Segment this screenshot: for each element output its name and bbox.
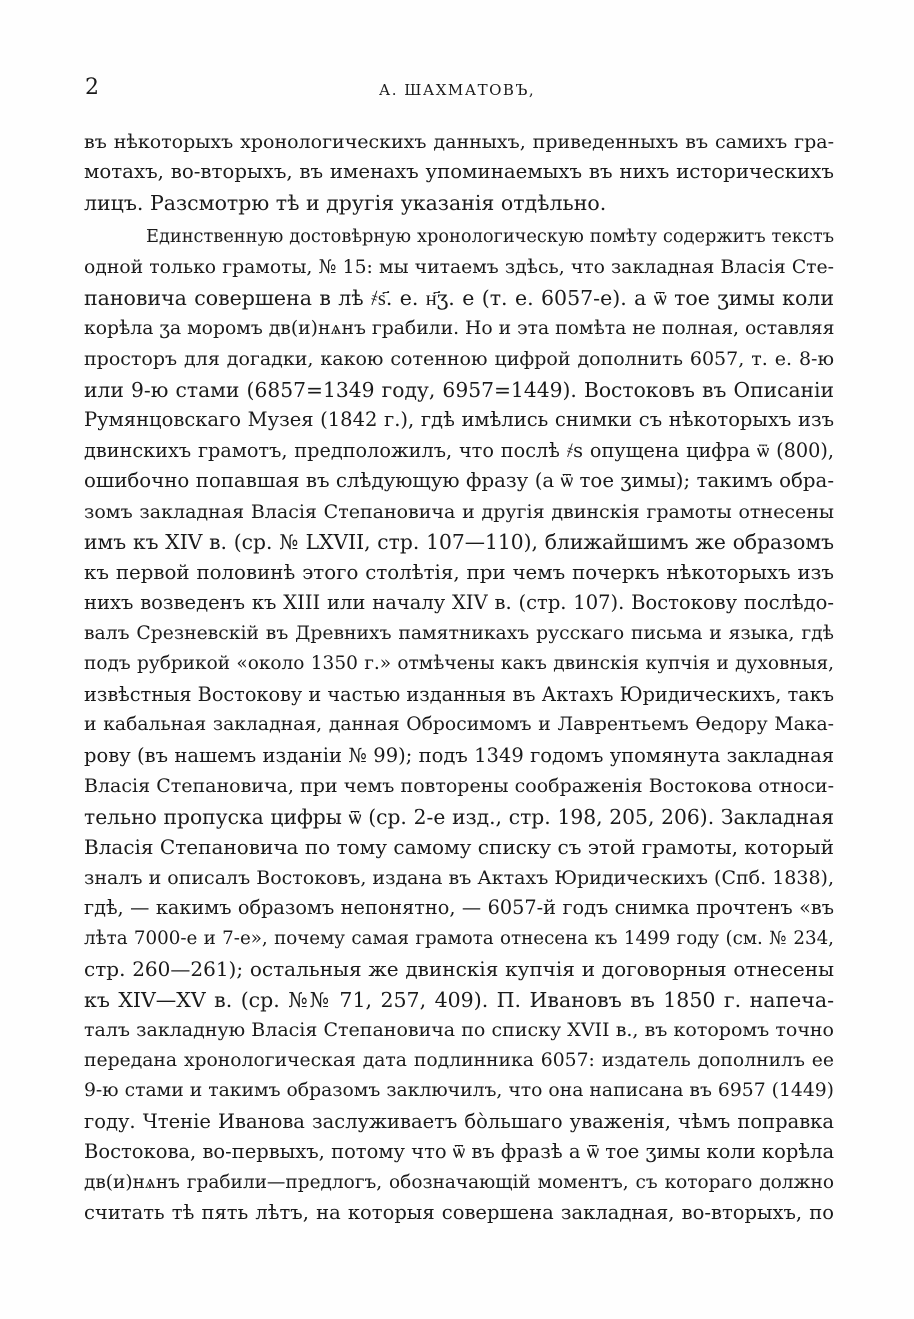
text-line: году. Чтеніе Иванова заслуживаетъ бо̀льшаго уваженія, чѣмъ поправка (84, 1110, 834, 1133)
text-line: Власія Степановича, при чемъ повторены соображенія Востокова относи- (84, 775, 834, 797)
text-line: ошибочно попавшая въ слѣдующую фразу (а ѿ тое ӡимы); такимъ обра- (84, 469, 834, 492)
text-line: пановича совершена в лѣ ҂ѕ҃. е. н҃ӡ. е (т. е. 6057-е). а ѿ тое ӡимы коли (84, 286, 834, 310)
text-line: двинскихъ грамотъ, предположилъ, что послѣ ҂ѕ опущена цифра ѿ (800), (84, 439, 834, 462)
text-line: рову (въ нашемъ изданіи № 99); подъ 1349 годомъ упомянута закладная (84, 744, 834, 767)
text-line: къ XIV—XV в. (ср. №№ 71, 257, 409). П. Ивановъ въ 1850 г. напеча- (84, 988, 834, 1012)
text-line: лѣта 7000-е и 7-е», почему самая грамота отнесена къ 1499 году (см. № 234, (84, 928, 834, 949)
text-line: зомъ закладная Власія Степановича и другія двинскія грамоты отнесены (84, 501, 834, 523)
text-line: просторъ для догадки, какою сотенною цифрой дополнить 6057, т. е. 8-ю (84, 348, 834, 370)
text-line: гдѣ, — какимъ образомъ непонятно, — 6057-й годъ снимка прочтенъ «въ (84, 896, 834, 919)
text-line: валъ Срезневскій въ Древнихъ памятникахъ русскаго письма и языка, гдѣ (84, 623, 834, 644)
text-line: нихъ возведенъ къ XIII или началу XIV в. (стр. 107). Востокову послѣдо- (84, 591, 834, 614)
running-title: А. ШАХМАТОВЪ, (378, 81, 536, 99)
text-line: считать тѣ пять лѣтъ, на которыя совершена закладная, во-вторыхъ, по (84, 1201, 834, 1224)
text-line: Власія Степановича по тому самому списку съ этой грамоты, который (84, 835, 834, 859)
text-line: лицъ. Разсмотрю тѣ и другія указанія отдѣльно. (84, 191, 607, 215)
text-line: тельно пропуска цифры ѿ (ср. 2-е изд., стр. 198, 205, 206). Закладная (84, 805, 834, 829)
text-line: мотахъ, во-вторыхъ, въ именахъ упоминаемыхъ въ нихъ историческихъ (84, 160, 834, 183)
text-line: 9-ю стами и такимъ образомъ заключилъ, что она написана въ 6957 (1449) (84, 1080, 834, 1101)
text-line: дв(и)нѧнъ грабили—предлогъ, обозначающій моментъ, съ котораго должно (84, 1172, 834, 1193)
text-line: или 9-ю стами (6857=1349 году, 6957=1449). Востоковъ въ Описаніи (84, 378, 834, 402)
text-line: извѣстныя Востокову и частью изданныя въ Актахъ Юридическихъ, такъ (84, 683, 834, 706)
text-line: стр. 260—261); остальныя же двинскія купчія и договорныя отнесены (84, 957, 834, 981)
text-line: талъ закладную Власія Степановича по списку XVII в., въ которомъ точно (84, 1019, 834, 1041)
text-line: передана хронологическая дата подлинника 6057: издатель дополнилъ ее (84, 1050, 834, 1071)
text-line: Румянцовскаго Музея (1842 г.), гдѣ имѣлись снимки съ нѣкоторыхъ изъ (84, 408, 834, 431)
text-line: корѣла ӡа моромъ дв(и)нѧнъ грабили. Но и эта помѣта не полная, оставляя (84, 318, 834, 339)
page-number: 2 (85, 75, 99, 100)
text-line: и кабальная закладная, данная Обросимомъ и Лаврентьемъ Ѳедору Мака- (84, 714, 834, 735)
text-line: въ нѣкоторыхъ хронологическихъ данныхъ, приведенныхъ въ самихъ гра- (84, 131, 834, 153)
text-line: одной только грамоты, № 15: мы читаемъ здѣсь, что закладная Власія Сте- (84, 257, 834, 278)
text-line: зналъ и описалъ Востоковъ, издана въ Актахъ Юридическихъ (Спб. 1838), (84, 867, 834, 889)
text-line: Единственную достовѣрную хронологическую помѣту содержитъ текстъ (146, 227, 834, 247)
text-line: Востокова, во-первыхъ, потому что ѿ въ фразѣ а ѿ тое ӡимы коли корѣла (84, 1140, 834, 1163)
text-line: подъ рубрикой «около 1350 г.» отмѣчены какъ двинскія купчія и духовныя, (84, 653, 834, 674)
text-line: къ первой половинѣ этого столѣтія, при чемъ почеркъ нѣкоторыхъ изъ (84, 561, 834, 584)
text-line: имъ къ XIV в. (ср. № LXVII, стр. 107—110), ближайшимъ же образомъ (84, 530, 834, 554)
